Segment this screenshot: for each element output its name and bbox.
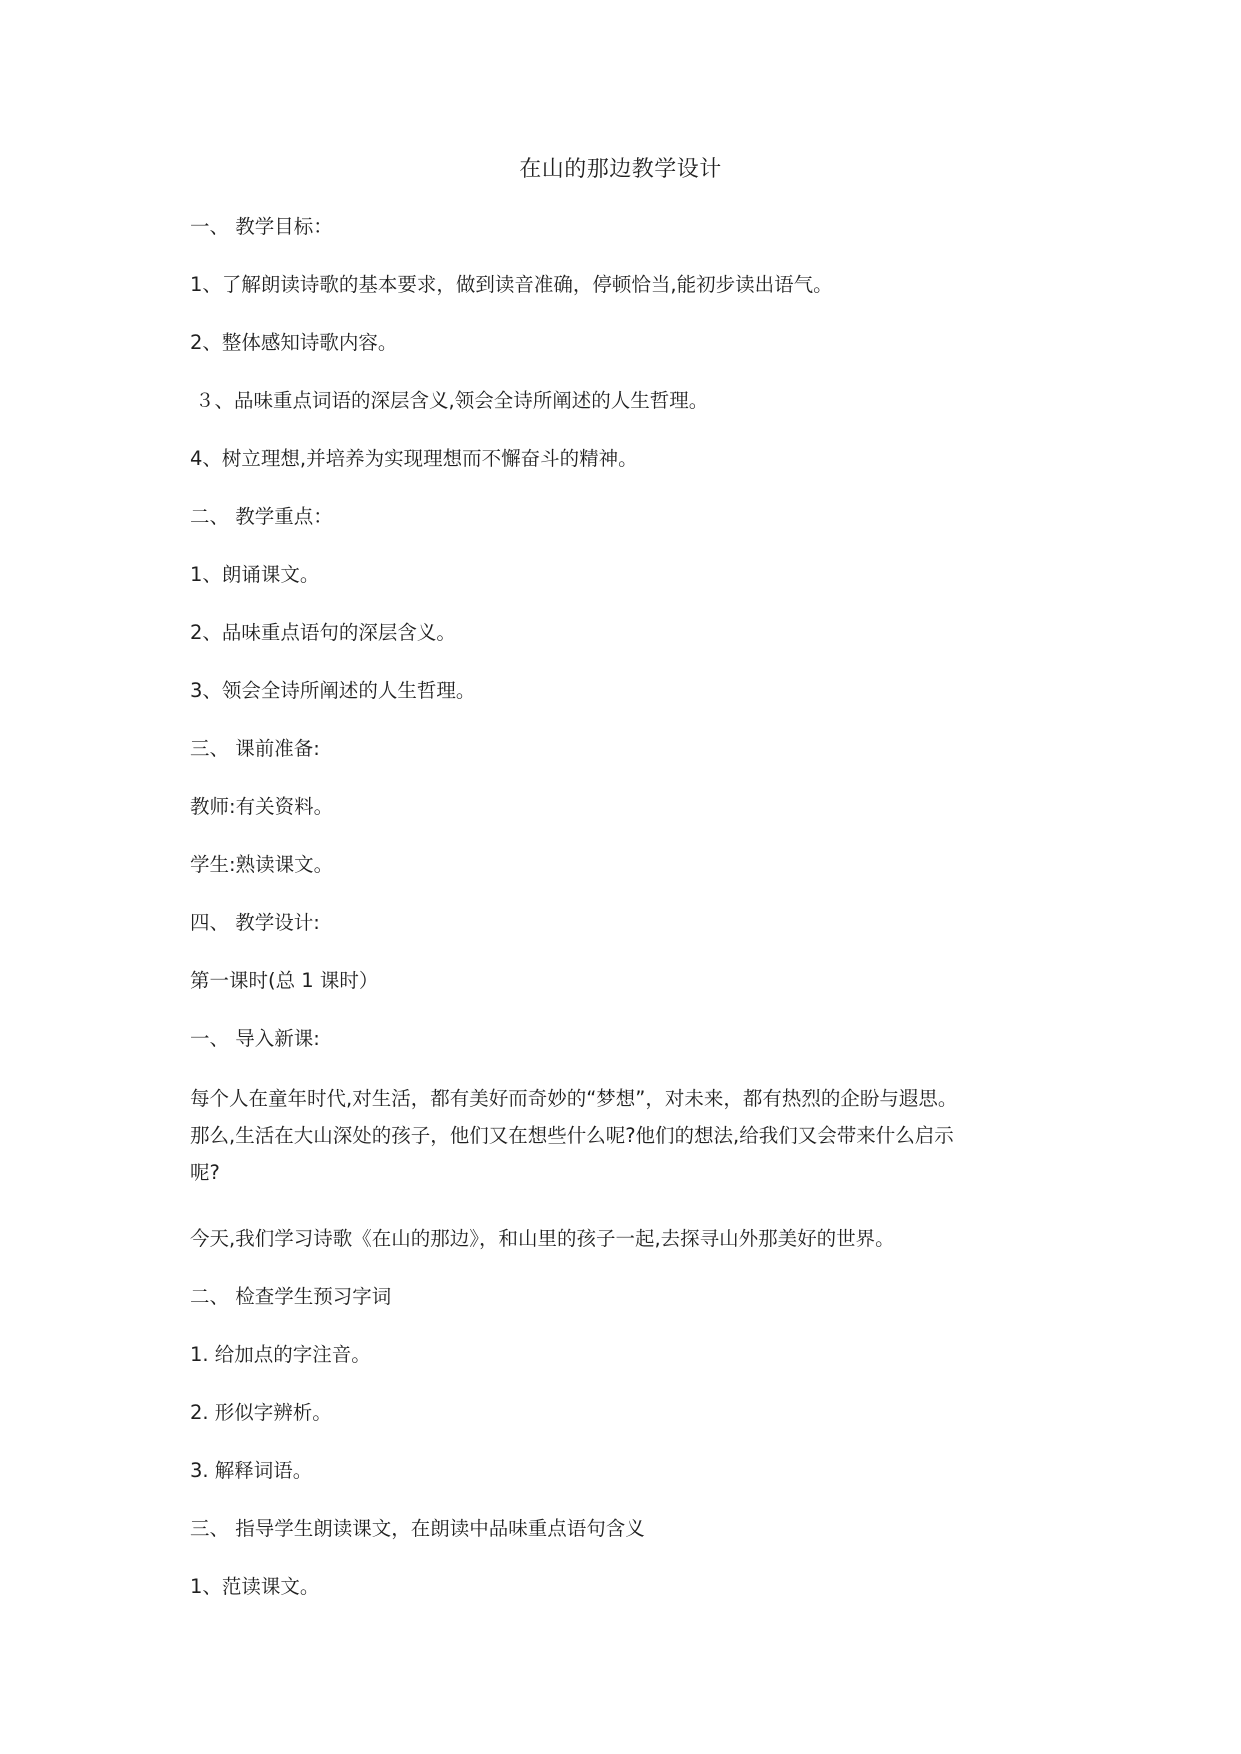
preparation-teacher: 教师:有关资料。 — [190, 795, 334, 818]
subsection-heading-vocabulary: 二、 检查学生预习字词 — [190, 1285, 392, 1308]
section-heading-design: 四、 教学设计: — [190, 911, 320, 934]
vocabulary-item-3: 3. 解释词语。 — [190, 1459, 313, 1482]
section-heading-key-points: 二、 教学重点： — [190, 505, 333, 528]
intro-paragraph-line-1: 每个人在童年时代,对生活，都有美好而奇妙的“梦想”，对未来，都有热烈的企盼与遐思。 — [190, 1087, 958, 1110]
document-title: 在山的那边教学设计 — [519, 157, 722, 182]
section-heading-objectives: 一、 教学目标： — [190, 215, 333, 238]
objective-item-2: 2、整体感知诗歌内容。 — [190, 331, 398, 354]
subsection-heading-reading: 三、 指导学生朗读课文，在朗读中品味重点语句含义 — [190, 1517, 645, 1540]
intro-closing-sentence: 今天,我们学习诗歌《在山的那边》，和山里的孩子一起,去探寻山外那美好的世界。 — [190, 1227, 895, 1250]
vocabulary-item-1: 1. 给加点的字注音。 — [190, 1343, 371, 1366]
key-point-item-2: 2、品味重点语句的深层含义。 — [190, 621, 456, 644]
subsection-heading-intro: 一、 导入新课: — [190, 1027, 320, 1050]
key-point-item-1: 1、朗诵课文。 — [190, 563, 320, 586]
vocabulary-item-2: 2. 形似字辨析。 — [190, 1401, 332, 1424]
preparation-student: 学生:熟读课文。 — [190, 853, 334, 876]
intro-paragraph — [190, 1080, 1070, 1191]
objective-item-4: 4、树立理想,并培养为实现理想而不懈奋斗的精神。 — [190, 447, 638, 470]
lesson-period: 第一课时(总 1 课时） — [190, 969, 379, 992]
objective-item-1: 1、了解朗读诗歌的基本要求，做到读音准确，停顿恰当,能初步读出语气。 — [190, 273, 833, 296]
section-heading-preparation: 三、 课前准备: — [190, 737, 320, 760]
reading-item-1: 1、范读课文。 — [190, 1575, 320, 1598]
objective-item-3: ３、品味重点词语的深层含义,领会全诗所阐述的人生哲理。 — [195, 389, 709, 412]
intro-paragraph-line-2: 那么,生活在大山深处的孩子，他们又在想些什么呢?他们的想法,给我们又会带来什么启示 — [190, 1124, 954, 1147]
key-point-item-3: 3、领会全诗所阐述的人生哲理。 — [190, 679, 476, 702]
intro-paragraph-line-3: 呢? — [190, 1161, 220, 1184]
